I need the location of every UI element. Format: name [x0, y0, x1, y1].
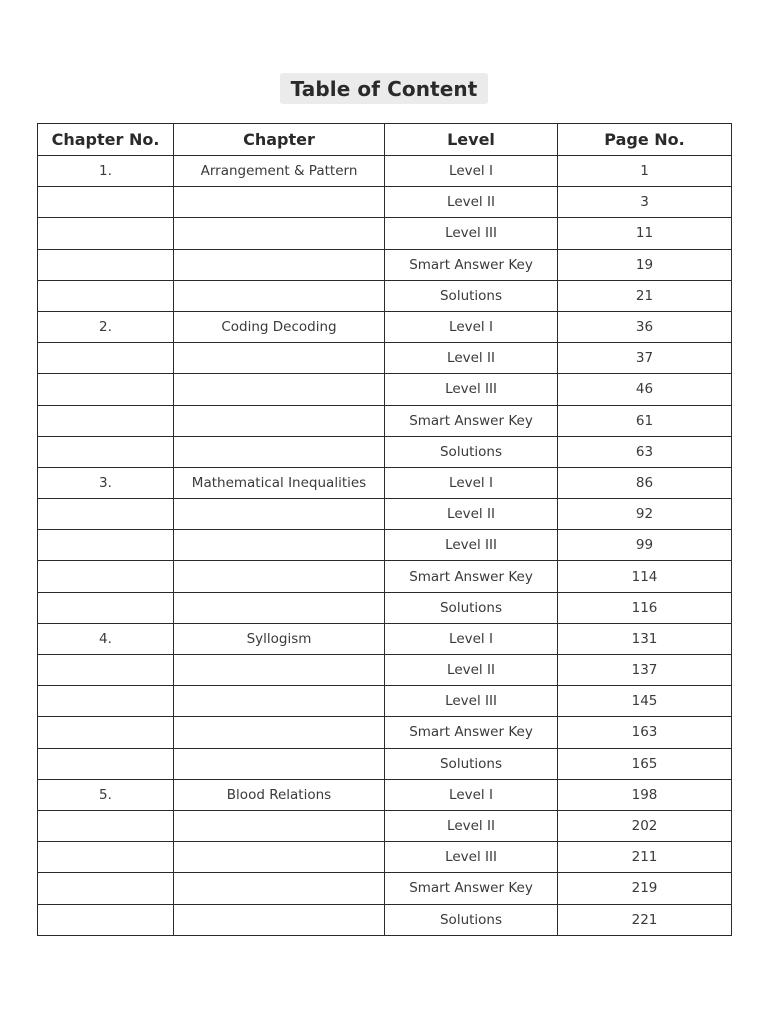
table-row [38, 343, 732, 374]
cell-page-no: 165 [558, 748, 732, 779]
cell-chapter [174, 592, 385, 623]
cell-chapter-no [38, 904, 174, 935]
cell-chapter [174, 655, 385, 686]
header-row [38, 124, 732, 156]
table-row [38, 218, 732, 249]
cell-level: Level II [385, 187, 558, 218]
cell-chapter [174, 748, 385, 779]
cell-chapter [174, 436, 385, 467]
cell-page-no: 3 [558, 187, 732, 218]
cell-level: Level I [385, 467, 558, 498]
cell-chapter-no [38, 561, 174, 592]
table-row [38, 873, 732, 904]
cell-level: Solutions [385, 748, 558, 779]
cell-chapter-no: 1. [38, 156, 174, 187]
cell-chapter [174, 249, 385, 280]
cell-page-no: 37 [558, 343, 732, 374]
cell-page-no: 46 [558, 374, 732, 405]
table-row [38, 655, 732, 686]
cell-level: Smart Answer Key [385, 717, 558, 748]
cell-page-no: 36 [558, 311, 732, 342]
table-row [38, 187, 732, 218]
table-row [38, 156, 732, 187]
cell-page-no: 131 [558, 623, 732, 654]
cell-level: Level I [385, 779, 558, 810]
cell-chapter [174, 686, 385, 717]
cell-page-no: 86 [558, 467, 732, 498]
cell-level: Solutions [385, 280, 558, 311]
cell-chapter-no: 4. [38, 623, 174, 654]
cell-chapter-no [38, 280, 174, 311]
cell-page-no: 137 [558, 655, 732, 686]
cell-level: Solutions [385, 904, 558, 935]
table-row [38, 374, 732, 405]
cell-page-no: 219 [558, 873, 732, 904]
cell-page-no: 198 [558, 779, 732, 810]
cell-chapter: Blood Relations [174, 779, 385, 810]
table-row [38, 467, 732, 498]
cell-level: Level III [385, 218, 558, 249]
cell-chapter-no [38, 343, 174, 374]
cell-page-no: 63 [558, 436, 732, 467]
cell-chapter [174, 374, 385, 405]
cell-chapter-no: 2. [38, 311, 174, 342]
cell-level: Level III [385, 686, 558, 717]
cell-chapter: Arrangement & Pattern [174, 156, 385, 187]
cell-chapter [174, 530, 385, 561]
table-row [38, 436, 732, 467]
cell-page-no: 145 [558, 686, 732, 717]
cell-page-no: 202 [558, 810, 732, 841]
cell-level: Solutions [385, 436, 558, 467]
cell-level: Level II [385, 810, 558, 841]
table-row [38, 405, 732, 436]
cell-page-no: 11 [558, 218, 732, 249]
cell-chapter-no [38, 686, 174, 717]
cell-level: Smart Answer Key [385, 249, 558, 280]
cell-chapter-no [38, 748, 174, 779]
cell-chapter [174, 499, 385, 530]
cell-chapter [174, 810, 385, 841]
cell-chapter-no: 3. [38, 467, 174, 498]
cell-chapter-no [38, 873, 174, 904]
table-row [38, 810, 732, 841]
cell-page-no: 211 [558, 842, 732, 873]
cell-level: Smart Answer Key [385, 873, 558, 904]
cell-level: Level I [385, 623, 558, 654]
cell-chapter-no [38, 499, 174, 530]
cell-chapter-no [38, 810, 174, 841]
cell-level: Level II [385, 343, 558, 374]
table-row [38, 623, 732, 654]
cell-chapter [174, 218, 385, 249]
cell-level: Level II [385, 655, 558, 686]
table-row [38, 686, 732, 717]
cell-page-no: 19 [558, 249, 732, 280]
cell-level: Smart Answer Key [385, 561, 558, 592]
cell-page-no: 163 [558, 717, 732, 748]
cell-chapter: Mathematical Inequalities [174, 467, 385, 498]
toc-body [38, 156, 732, 936]
cell-page-no: 221 [558, 904, 732, 935]
table-row [38, 530, 732, 561]
cell-chapter: Coding Decoding [174, 311, 385, 342]
header-page-no: Page No. [558, 124, 732, 156]
cell-chapter-no [38, 592, 174, 623]
cell-chapter [174, 873, 385, 904]
table-row [38, 717, 732, 748]
header-level: Level [385, 124, 558, 156]
cell-chapter [174, 187, 385, 218]
cell-chapter: Syllogism [174, 623, 385, 654]
table-row [38, 904, 732, 935]
toc-header [38, 124, 732, 156]
cell-level: Level I [385, 156, 558, 187]
cell-page-no: 99 [558, 530, 732, 561]
cell-page-no: 21 [558, 280, 732, 311]
cell-chapter [174, 280, 385, 311]
cell-chapter [174, 842, 385, 873]
page-title: Table of Content [280, 73, 489, 104]
cell-chapter-no [38, 842, 174, 873]
cell-level: Level III [385, 374, 558, 405]
cell-chapter-no [38, 249, 174, 280]
cell-level: Level III [385, 842, 558, 873]
cell-chapter-no [38, 218, 174, 249]
table-row [38, 842, 732, 873]
cell-chapter-no [38, 187, 174, 218]
table-row [38, 311, 732, 342]
cell-page-no: 92 [558, 499, 732, 530]
cell-chapter-no [38, 717, 174, 748]
cell-level: Solutions [385, 592, 558, 623]
cell-chapter-no: 5. [38, 779, 174, 810]
cell-chapter-no [38, 436, 174, 467]
cell-chapter-no [38, 374, 174, 405]
table-row [38, 748, 732, 779]
header-chapter-no: Chapter No. [38, 124, 174, 156]
title-wrapper [0, 73, 768, 104]
table-row [38, 280, 732, 311]
cell-level: Smart Answer Key [385, 405, 558, 436]
table-row [38, 779, 732, 810]
cell-chapter-no [38, 405, 174, 436]
table-row [38, 249, 732, 280]
cell-chapter [174, 405, 385, 436]
table-row [38, 499, 732, 530]
cell-level: Level III [385, 530, 558, 561]
table-row [38, 561, 732, 592]
toc-table [37, 123, 732, 936]
cell-chapter [174, 561, 385, 592]
cell-page-no: 1 [558, 156, 732, 187]
cell-chapter [174, 343, 385, 374]
header-chapter: Chapter [174, 124, 385, 156]
table-row [38, 592, 732, 623]
cell-page-no: 116 [558, 592, 732, 623]
cell-level: Level I [385, 311, 558, 342]
cell-chapter-no [38, 530, 174, 561]
cell-page-no: 114 [558, 561, 732, 592]
cell-chapter-no [38, 655, 174, 686]
cell-page-no: 61 [558, 405, 732, 436]
cell-level: Level II [385, 499, 558, 530]
cell-chapter [174, 904, 385, 935]
cell-chapter [174, 717, 385, 748]
